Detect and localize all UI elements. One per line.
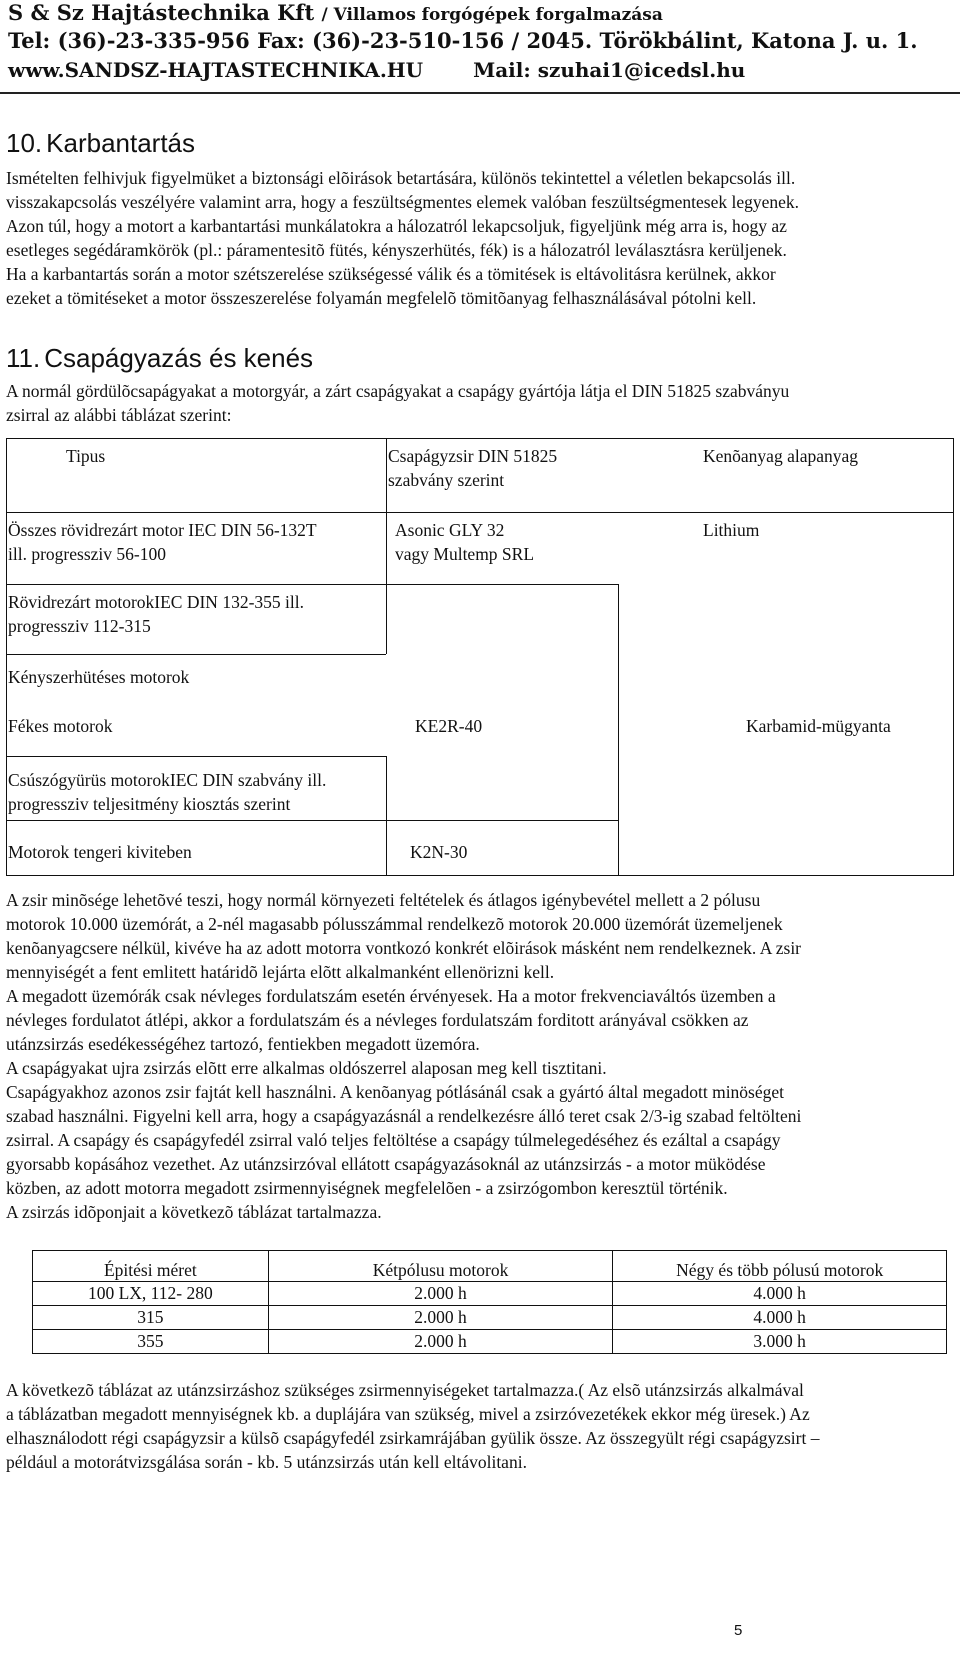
table-row bbox=[33, 1330, 947, 1354]
table-row bbox=[33, 1282, 947, 1306]
table-border-right bbox=[953, 438, 954, 876]
letterhead-web-line bbox=[8, 58, 745, 82]
row5-type-2: progressziv teljesitmény kiosztás szerint bbox=[8, 794, 291, 814]
letterhead-company-line bbox=[8, 0, 663, 25]
table-border-bottom bbox=[6, 875, 954, 876]
row3-type: Kényszerhütéses motorok bbox=[8, 667, 190, 687]
table-rule bbox=[6, 820, 618, 821]
section-11-heading: 11. Csapágyazás és kenés bbox=[6, 343, 314, 373]
header-divider bbox=[0, 92, 960, 94]
table-cell: 2.000 h bbox=[268, 1330, 613, 1354]
table-border-top bbox=[6, 438, 954, 439]
row2-type: Rövidrezárt motorokIEC DIN 132-355 ill. bbox=[8, 592, 304, 612]
lubrication-body-text: A zsir minõsége lehetõvé teszi, hogy normál környezeti feltételek és átlagos igénybevétel mellett a 2 pólusu motorok 10.000 üzemórát, a 2-nél magasabb pólusszámmal rendelkezõ motorok 20.000 üzemórát üzemeljenek kenõanyagcsere nélkül, kivéve ha az adott motorra vontkozó konkrét elõirások másként nem rendelkeznek. A zsir mennyiségét a fent emlitett határidõ lejárta elõtt alkalmanként ellenörizni kell. A megadott üzemórák csak névleges fordulatszám esetén érvényesek. Ha a motor frekvenciaváltós üzemben a névleges fordulatot átlépi, akkor a fordulatszám és a névleges fordulatszám forditott arányával csökken az utánzsirzás esedékességéhez tartozó, fentiekben megadott üzemóra. A csapágyakat ujra zsirzás elõtt erre alkalmas oldószerrel alaposan meg kell tisztitani. Csapágyakhoz azonos zsir fajtát kell használni. A kenõanyag pótlásánál csak a gyártó által megadott minöséget szabad használni. Figyelni kell arra, hogy a csapágyazásnál a rendelkezésre álló teret csak 2/3-ig szabad feltölteni zsirral. A csapágy és csapágyfedél zsirral való teljes feltöltése a csapágy túlmelegedéséhez és ezáltal a csapágy gyorsabb kopásához vezethet. Az utánzsirzóval ellátott csapágyazásoknál az utánzsirzás - a motor müködése közben, az adott motorra megadott zsirmennyiségnek megfelelõen - a zsirzógombon keresztül történik. A zsirzás idõponjait a következõ táblázat tartalmazza. bbox=[6, 890, 802, 1222]
letterhead-contact-line: Tel: (36)-23-335-956 Fax: (36)-23-510-156 / 2045. Törökbálint, Katona J. u. 1. bbox=[8, 28, 918, 53]
section-10-text: Ismételten felhivjuk figyelmüket a biztonsági elõirások betartására, különös tekintettel a véletlen bekapcsolás ill. visszakapcsolás veszélyére valamint arra, hogy a feszültségmentes elemek valóban feszültségmentesek legyenek. Azon túl, hogy a motort a karbantartási munkálatokra a hálozatról lekapcsoljuk, figyeljünk még arra is, hogy az esetleges segédáramkörök (pl.: páramentesitõ fütés, kényszerhütés, fék) is a hálozatról leválasztásra kerüljenek. Ha a karbantartás során a motor szétszerelése szükségessé válik és a tömitések is eltávolitásra kerülnek, akkor ezeket a tömitéseket a motor összeszerelése folyamán megfelelõ tömitõanyag felhasználásával pótolni kell. bbox=[6, 168, 800, 308]
row5-type: Csúszógyürüs motorokIEC DIN szabvány ill. bbox=[8, 770, 327, 790]
header-grease-2: szabvány szerint bbox=[388, 470, 505, 490]
table-col-separator bbox=[386, 756, 387, 876]
row1-base: Lithium bbox=[703, 520, 760, 540]
row6-grease: K2N-30 bbox=[410, 842, 468, 862]
header-grease: Csapágyzsir DIN 51825 bbox=[388, 446, 558, 466]
table-rule bbox=[6, 756, 386, 757]
section-10-heading: 10. Karbantartás bbox=[6, 128, 196, 158]
closing-text: A következõ táblázat az utánzsirzáshoz szükséges zsirmennyiségeket tartalmazza.( Az elsõ utánzsirzás alkalmával a táblázatban megadott mennyiségnek kb. a duplájára van szükség, mivel a zsirzóvezetékek ekkor még üresek.) Az elhasználodott régi csapágyzsir a külsõ csapágyfedél zsirkamrájában gyülik össze. Az összegyült régi csapágyzsirt – például a motorátvizsgálása során - kb. 5 utánzsirzás után kell eltávolitani. bbox=[6, 1380, 820, 1472]
column-header: Négy és több pólusú motorok bbox=[613, 1251, 947, 1282]
table-border-left bbox=[6, 438, 7, 876]
column-header: Épitési méret bbox=[33, 1251, 269, 1282]
column-header: Kétpólusu motorok bbox=[268, 1251, 613, 1282]
page-number: 5 bbox=[734, 1622, 743, 1639]
row1-grease-2: vagy Multemp SRL bbox=[395, 544, 535, 564]
table-rule bbox=[6, 584, 618, 585]
row2-type-2: progressziv 112-315 bbox=[8, 616, 151, 636]
row4-base: Karbamid-mügyanta bbox=[746, 716, 891, 736]
table-col-separator bbox=[386, 438, 387, 654]
table-cell: 4.000 h bbox=[613, 1306, 947, 1330]
row6-type: Motorok tengeri kiviteben bbox=[8, 842, 192, 862]
website-link[interactable]: www.SANDSZ-HAJTASTECHNIKA.HU bbox=[8, 58, 424, 82]
table-cell: 315 bbox=[33, 1306, 269, 1330]
email-link[interactable]: Mail: szuhai1@icedsl.hu bbox=[473, 58, 746, 82]
company-name: S & Sz Hajtástechnika Kft bbox=[8, 0, 315, 25]
table-cell: 2.000 h bbox=[268, 1306, 613, 1330]
row1-type: Összes rövidrezárt motor IEC DIN 56-132T bbox=[8, 520, 317, 540]
table-cell: 355 bbox=[33, 1330, 269, 1354]
table-cell: 3.000 h bbox=[613, 1330, 947, 1354]
table-cell: 100 LX, 112- 280 bbox=[33, 1282, 269, 1306]
header-base: Kenõanyag alapanyag bbox=[703, 446, 858, 466]
section-11-intro: A normál gördülõcsapágyakat a motorgyár, a zárt csapágyakat a csapágy gyártója látja el DIN 51825 szabványu zsirral az alábbi táblázat szerint: bbox=[6, 381, 790, 425]
table-cell: 2.000 h bbox=[268, 1282, 613, 1306]
table-col-separator bbox=[618, 584, 619, 876]
row1-type-2: ill. progressziv 56-100 bbox=[8, 544, 166, 564]
table-rule bbox=[6, 512, 954, 513]
table-row bbox=[33, 1306, 947, 1330]
row4-type: Fékes motorok bbox=[8, 716, 113, 736]
lubrication-table bbox=[6, 438, 954, 876]
table-rule bbox=[6, 654, 386, 655]
row1-grease: Asonic GLY 32 bbox=[395, 520, 505, 540]
row4-grease: KE2R-40 bbox=[415, 716, 483, 736]
header-type: Tipus bbox=[66, 446, 106, 466]
table-cell: 4.000 h bbox=[613, 1282, 947, 1306]
table-header-row bbox=[33, 1251, 947, 1282]
company-slogan: / Villamos forgógépek forgalmazása bbox=[321, 5, 663, 25]
lubrication-schedule-table bbox=[32, 1250, 947, 1354]
